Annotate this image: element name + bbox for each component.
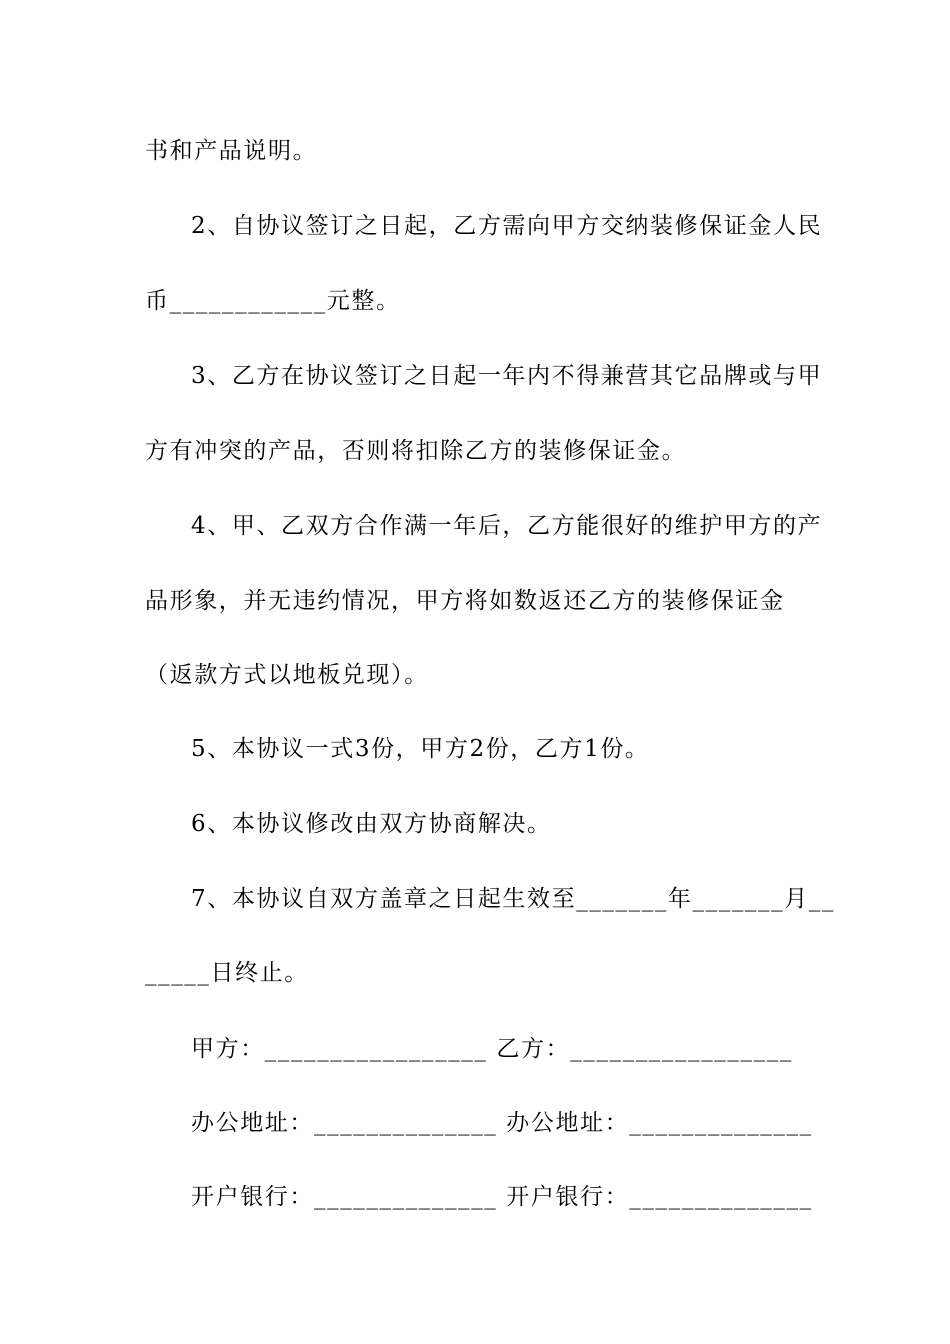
clause-7-line-2: _____日终止。 (145, 960, 309, 986)
clause-2-line-2: 币____________元整。 (145, 288, 401, 314)
clause-3-line-2: 方有冲突的产品，否则将扣除乙方的装修保证金。 (145, 438, 687, 464)
clause-2-line-1: 2、自协议签订之日起，乙方需向甲方交纳装修保证金人民 (191, 213, 823, 239)
clause-4-line-1: 4、甲、乙双方合作满一年后，乙方能很好的维护甲方的产 (191, 513, 823, 539)
clause-7-line-1: 7、本协议自双方盖章之日起生效至_______年_______月__ (191, 886, 836, 912)
signature-party-line: 甲方：_________________ 乙方：_________________ (191, 1036, 793, 1062)
paragraph-line: 书和产品说明。 (145, 138, 318, 164)
clause-3-line-1: 3、乙方在协议签订之日起一年内不得兼营其它品牌或与甲 (191, 363, 823, 389)
signature-bank-line: 开户银行：______________ 开户银行：______________ (191, 1184, 813, 1210)
clause-4-line-3: （返款方式以地板兑现）。 (145, 662, 429, 688)
clause-4-line-2: 品形象，并无违约情况，甲方将如数返还乙方的装修保证金 (145, 588, 785, 614)
clause-6-line: 6、本协议修改由双方协商解决。 (191, 811, 552, 837)
clause-5-line: 5、本协议一式3份，甲方2份，乙方1份。 (191, 736, 650, 762)
signature-address-line: 办公地址：______________ 办公地址：______________ (191, 1110, 813, 1136)
